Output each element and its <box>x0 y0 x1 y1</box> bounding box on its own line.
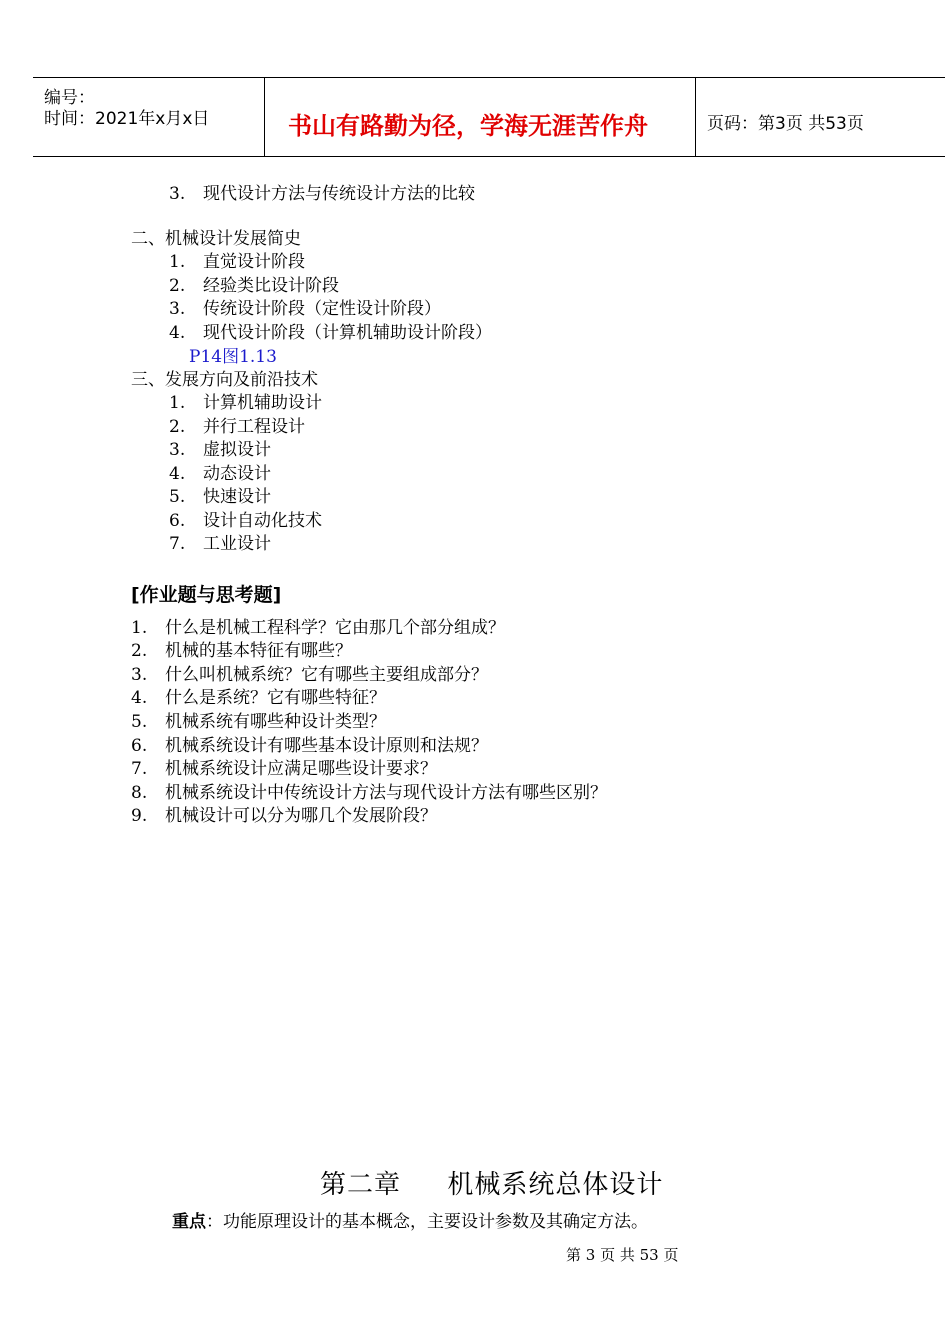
list-item-text: 经验类比设计阶段 <box>203 276 339 296</box>
question-number: 3. <box>131 665 148 685</box>
page-label: 页码：第3页 共53页 <box>707 114 864 134</box>
list-item-number: 3. <box>169 299 186 319</box>
header-border-top <box>33 77 945 78</box>
list-item <box>169 299 441 319</box>
question-item <box>131 736 488 756</box>
question-item <box>131 665 488 685</box>
question-item <box>131 641 352 661</box>
list-item-text: 虚拟设计 <box>203 440 271 460</box>
question-item <box>131 783 607 803</box>
list-item-text: 动态设计 <box>203 464 271 484</box>
list-item-number: 1. <box>169 252 186 272</box>
list-item <box>169 440 271 460</box>
serial-label: 编号： <box>44 88 95 108</box>
list-item-text: 计算机辅助设计 <box>203 393 322 413</box>
question-text: 机械的基本特征有哪些？ <box>165 641 352 661</box>
list-item-number: 2. <box>169 276 186 296</box>
question-text: 机械系统设计应满足哪些设计要求？ <box>165 759 437 779</box>
list-item-number: 1. <box>169 393 186 413</box>
list-item <box>169 511 322 531</box>
list-item-number: 4. <box>169 464 186 484</box>
question-number: 9. <box>131 806 148 826</box>
list-item <box>169 464 271 484</box>
question-number: 6. <box>131 736 148 756</box>
list-item-number: 3. <box>169 184 186 204</box>
list-item <box>169 393 322 413</box>
list-item-text: 并行工程设计 <box>203 417 305 437</box>
chapter-key-points <box>172 1212 648 1232</box>
list-item-number: 6. <box>169 511 186 531</box>
list-item <box>169 534 271 554</box>
question-item <box>131 712 386 732</box>
question-text: 什么是系统？它有哪些特征？ <box>165 688 386 708</box>
question-text: 机械设计可以分为哪几个发展阶段？ <box>165 806 437 826</box>
list-item-text: 现代设计方法与传统设计方法的比较 <box>203 184 475 204</box>
list-item-number: 5. <box>169 487 186 507</box>
list-item-number: 3. <box>169 440 186 460</box>
list-item-text: 传统设计阶段（定性设计阶段） <box>203 299 441 319</box>
chapter-title: 第二章 机械系统总体设计 <box>320 1170 664 1200</box>
question-item <box>131 688 386 708</box>
header-border-bottom <box>33 156 945 157</box>
figure-reference: P14图1.13 <box>189 347 277 367</box>
list-item <box>169 252 305 272</box>
question-text: 什么是机械工程科学？它由那几个部分组成？ <box>165 618 505 638</box>
header-motto: 书山有路勤为径，学海无涯苦作舟 <box>288 112 648 140</box>
section-heading-history: 二、机械设计发展简史 <box>131 229 301 249</box>
question-text: 机械系统设计中传统设计方法与现代设计方法有哪些区别？ <box>165 783 607 803</box>
page-footer: 第 3 页 共 53 页 <box>566 1246 679 1264</box>
question-text: 什么叫机械系统？它有哪些主要组成部分？ <box>165 665 488 685</box>
list-item-text: 工业设计 <box>203 534 271 554</box>
question-number: 2. <box>131 641 148 661</box>
list-item <box>169 184 475 204</box>
list-item <box>169 276 339 296</box>
question-text: 机械系统有哪些种设计类型？ <box>165 712 386 732</box>
question-number: 8. <box>131 783 148 803</box>
list-item-text: 直觉设计阶段 <box>203 252 305 272</box>
list-item-text: 现代设计阶段（计算机辅助设计阶段） <box>203 323 492 343</box>
question-number: 1. <box>131 618 148 638</box>
question-item <box>131 806 437 826</box>
list-item <box>169 417 305 437</box>
list-item-text: 快速设计 <box>203 487 271 507</box>
key-points-text: ：功能原理设计的基本概念，主要设计参数及其确定方法。 <box>206 1212 648 1232</box>
list-item <box>169 323 492 343</box>
list-item-text: 设计自动化技术 <box>203 511 322 531</box>
header-divider-right <box>695 77 696 157</box>
question-item <box>131 759 437 779</box>
header-divider-left <box>264 77 265 157</box>
section-heading-trends: 三、发展方向及前沿技术 <box>131 370 318 390</box>
time-label: 时间：2021年x月x日 <box>44 109 210 129</box>
question-number: 5. <box>131 712 148 732</box>
key-points-label: 重点 <box>172 1212 206 1232</box>
question-item <box>131 618 505 638</box>
list-item-number: 4. <box>169 323 186 343</box>
list-item-number: 7. <box>169 534 186 554</box>
list-item <box>169 487 271 507</box>
question-number: 4. <box>131 688 148 708</box>
question-text: 机械系统设计有哪些基本设计原则和法规？ <box>165 736 488 756</box>
question-number: 7. <box>131 759 148 779</box>
homework-heading: [作业题与思考题] <box>131 584 282 606</box>
list-item-number: 2. <box>169 417 186 437</box>
